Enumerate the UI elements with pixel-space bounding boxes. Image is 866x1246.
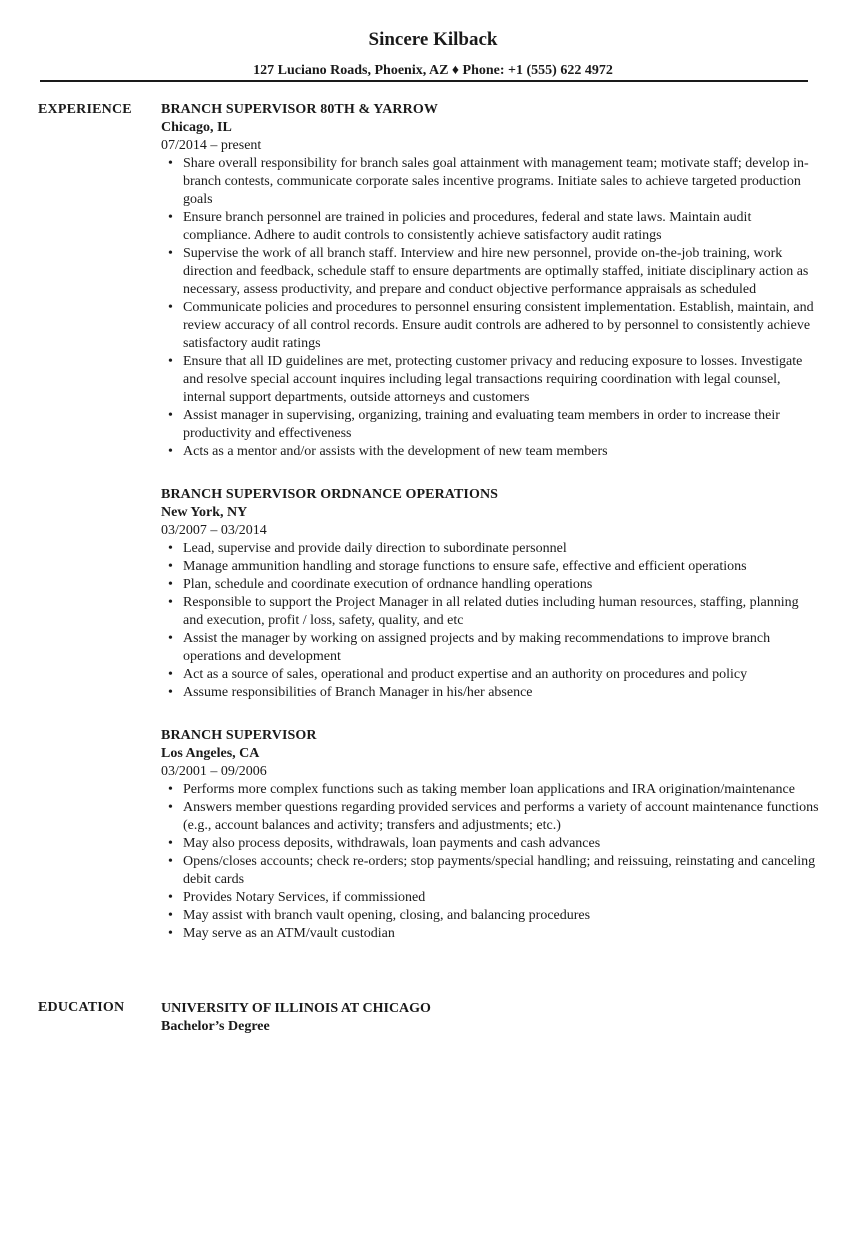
job-bullets xyxy=(161,155,821,461)
list-item: • Manage ammunition handling and storage functions to ensure safe, effective and efficient operations xyxy=(161,558,821,576)
list-item: • Communicate policies and procedures to personnel ensuring consistent implementation. Establish, maintain, and review accuracy of all control records. Ensure audit controls are adhered to by personnel to consistently achieve satisfactory audit ratings xyxy=(161,299,821,353)
list-item: • Opens/closes accounts; check re-orders; stop payments/special handling; and reissuing, reinstating and canceling debit cards xyxy=(161,853,821,889)
list-item: • Performs more complex functions such as taking member loan applications and IRA origination/maintenance xyxy=(161,781,821,799)
experience-heading: EXPERIENCE xyxy=(38,102,132,117)
school-name: UNIVERSITY OF ILLINOIS AT CHICAGO xyxy=(161,1001,431,1016)
list-item: • May assist with branch vault opening, closing, and balancing procedures xyxy=(161,907,821,925)
job-entry xyxy=(161,101,821,461)
job-bullets xyxy=(161,540,821,702)
list-item: • Assist manager in supervising, organizing, training and evaluating team members in order to increase their productivity and effectiveness xyxy=(161,407,821,443)
job-location: Chicago, IL xyxy=(161,120,232,135)
header-divider xyxy=(40,80,808,82)
education-heading: EDUCATION xyxy=(38,1000,125,1015)
job-entry xyxy=(161,727,821,943)
job-dates: 03/2007 – 03/2014 xyxy=(161,523,267,538)
list-item: • Assist the manager by working on assigned projects and by making recommendations to improve branch operations and development xyxy=(161,630,821,666)
list-item: • Assume responsibilities of Branch Manager in his/her absence xyxy=(161,684,821,702)
list-item: • Plan, schedule and coordinate execution of ordnance handling operations xyxy=(161,576,821,594)
education-section xyxy=(161,1000,821,1036)
job-location: Los Angeles, CA xyxy=(161,746,260,761)
job-bullets xyxy=(161,781,821,943)
list-item: • Answers member questions regarding provided services and performs a variety of account maintenance functions (e.g., account balances and activity; transfers and adjustments; etc.) xyxy=(161,799,821,835)
list-item: • Lead, supervise and provide daily direction to subordinate personnel xyxy=(161,540,821,558)
job-dates: 07/2014 – present xyxy=(161,138,262,153)
list-item: • May also process deposits, withdrawals, loan payments and cash advances xyxy=(161,835,821,853)
list-item: • May serve as an ATM/vault custodian xyxy=(161,925,821,943)
list-item: • Responsible to support the Project Manager in all related duties including human resources, staffing, planning and execution, profit / loss, safety, quality, and etc xyxy=(161,594,821,630)
experience-section xyxy=(161,101,821,943)
job-dates: 03/2001 – 09/2006 xyxy=(161,764,267,779)
list-item: • Ensure that all ID guidelines are met, protecting customer privacy and reducing exposure to losses. Investigate and resolve special account inquires including legal transactions requiring coordination with legal counsel, internal support departments, outside attorneys and customers xyxy=(161,353,821,407)
job-title: BRANCH SUPERVISOR xyxy=(161,728,317,743)
list-item: • Ensure branch personnel are trained in policies and procedures, federal and state laws. Maintain audit compliance. Adhere to audit controls to consistently achieve satisfactory audit ratings xyxy=(161,209,821,245)
list-item: • Supervise the work of all branch staff. Interview and hire new personnel, provide on-the-job training, work direction and feedback, schedule staff to ensure departments are optimally staffed, initiate disciplinary action as necessary, assess productivity, and prepare and conduct objective performance appraisals as scheduled xyxy=(161,245,821,299)
candidate-name: Sincere Kilback xyxy=(368,29,498,50)
job-title: BRANCH SUPERVISOR 80TH & YARROW xyxy=(161,102,438,117)
job-title: BRANCH SUPERVISOR ORDNANCE OPERATIONS xyxy=(161,487,499,502)
list-item: • Share overall responsibility for branch sales goal attainment with management team; motivate staff; develop in-branch contests, communicate corporate sales incentive programs. Initiate sales to achieve targeted production goals xyxy=(161,155,821,209)
degree: Bachelor’s Degree xyxy=(161,1019,270,1034)
job-entry xyxy=(161,486,821,702)
list-item: • Provides Notary Services, if commissioned xyxy=(161,889,821,907)
job-location: New York, NY xyxy=(161,505,248,520)
list-item: • Act as a source of sales, operational and product expertise and an authority on procedures and policy xyxy=(161,666,821,684)
contact-line: 127 Luciano Roads, Phoenix, AZ ♦ Phone: +1 (555) 622 4972 xyxy=(253,63,613,78)
list-item: • Acts as a mentor and/or assists with the development of new team members xyxy=(161,443,821,461)
